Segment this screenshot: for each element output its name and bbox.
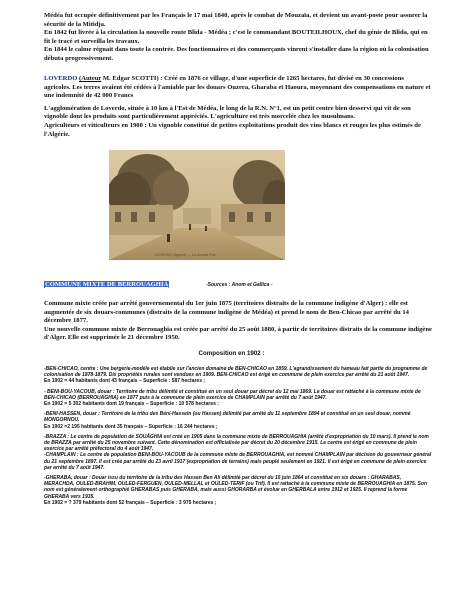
entry-text: -BENI-HASSEN, douar : Territoire de la tribu des Béni-Hassein (ou Hassen) délimité par arrêté du 11 septembre 1894 et constitué en un seul douar, nommé MONGORNOU. (44, 411, 411, 424)
sources-note: -Sources : Anom et Gallica - (206, 282, 273, 288)
loverdo-paragraph-3: Agriculteurs et viticulteurs en 1900 : Un vignoble constitué de petites exploitations produit des vins blancs et rouges les plus estimés de l'Algérie. (44, 121, 421, 138)
loverdo-street-photo (109, 150, 285, 260)
composition-heading: Composition en 1902 : (198, 350, 265, 357)
list-item (44, 434, 432, 453)
commune-mixte-link[interactable]: COMMUNE MIXTE DE BERROUAGHIA (45, 281, 169, 288)
commune-link-line (44, 281, 169, 290)
intro-section (44, 12, 432, 64)
list-item (44, 389, 432, 408)
loverdo-text: : Créé en 1876 ce village, d'une superficie de 1265 hectares, fut divisé en 30 concessions agricoles. Les terres avaient été cédées à l'amiable par les douars Ouzera, Gharaba et Haoura, moyennant des compensations en nature et une indemnité de 42 000 Francs (44, 75, 431, 100)
commune-section (44, 300, 432, 343)
entry-population: En 1902 = ? 379 habitants dont 52 français – Superficie : 3 975 hectares ; (44, 499, 217, 506)
intro-paragraph-3: En 1844 le calme régnait dans toute la contrée. Des fonctionnaires et des commerçants vinrent s'installer dans la région où la colonisation débuta progressivement. (44, 46, 429, 62)
entry-population: En 1902 =2 195 habitants dont 35 français – Superficie : 16 244 hectares ; (44, 423, 218, 430)
street-scene-illustration (109, 150, 285, 260)
list-item (44, 475, 432, 506)
entry-text: -CHAMPLAIN : Le centre de population BENI-BOU-YACOUB de la commune mixte de BERROUAGHIA, est nommé CHAMPLAIN par décision du gouverneur général du 21 septembre 1897. Il est créé par arrêté du 23 avril 1917 (expropriation de terrains) mais peuplé seulement en 1921. Il est érigé en commune de plein exercice par arrêté du 7 août 1947. (44, 452, 432, 471)
loverdo-section (44, 75, 432, 139)
loverdo-paragraph-1 (44, 75, 432, 101)
commune-paragraph-2: Une nouvelle commune mixte de Berrouaghia est créée par arrêté du 25 août 1880, à partir de territoires distraits de la commune indigène d'Alger. Elle est supprimée le 21 décembre 1950. (44, 325, 432, 342)
entry-text: - BENI-BOU-YACOUB, douar : Territoire de tribu délimité et constitué en un seul douar par décret du 12 mai 1869. Le douar est rattaché à la commune mixte de BEN-CHICAO (BERROUAGHIA) en 1877 puis à la commune de plein exercice de CHAMPLAIN par arrêté du 7 août 1947. (44, 388, 421, 401)
entry-text: -GHERABA, douar : Douar issu du territoire de la tribu des Hassen Ben Ali délimité par décret du 15 juin 1864 et constitué en six douars : GHARABAS, MERACHDA, OULED-BRAHIM, OULED-FERGUEN, OULED-MELLAL et OULED-TERIF (ou Trif). Il est rattaché à la commune mixte de BERROUAGHIA en 1875. Son nom est généralement orthographié GHERABAS puis GHERABA, mais aussi GHORARBA et évolue en GHERBALA entre 1912 et 1925. Il reprend la forme GHERABA vers 1935. (44, 475, 427, 500)
photo-caption: LOVERDO (Algérie) — La Grande Rue (155, 253, 216, 257)
entry-population: En 1902 = 44 habitants dont 43 français – Superficie : 587 hectares ; (44, 378, 206, 385)
intro-paragraph-2: En 1842 fut livrée à la circulation la nouvelle route Blida - Médéa ; c'est le commandant BOUTEILHOUX, chef du génie de Blida, qui en fit le tracé et surveilla les travaux. (44, 29, 428, 45)
list-item (44, 366, 432, 385)
composition-list (44, 366, 432, 506)
list-item (44, 452, 432, 471)
loverdo-paragraph-2: L'agglomération de Loverdo, située à 10 km à l'Est de Médéa, le long de la R.N. N°1, est un petit centre bien desservi qui vit de son vignoble dont les produits sont particulièrement appréciés. L'agriculture est très morcelée chez les musulmans. (44, 104, 411, 121)
loverdo-title: LOVERDO (44, 75, 78, 82)
loverdo-author-name: M. Edgar SCOTTI) (102, 75, 159, 82)
entry-population: En 1902 = 5 302 habitants dont 19 français – Superficie : 10 578 hectares ; (44, 401, 219, 408)
intro-paragraph-1: Médéa fut occupée définitivement par les Français le 17 mai 1840, après le combat de Mouzaïa, et devient un avant-poste pour assurer la sécurité de la Mitidja. (44, 12, 428, 28)
entry-text: -BRAZZA : Le centre de population de SOUÂGHIA est créé en 1905 dans la commune mixte de BERROUAGHIA (arrêté d'expropriation du 10 mars). Il prend le nom de BRAZZA par arrêté du 25 novembre suivant. Cette dénomination est officialisée par décret du 20 décembre 1915. Le centre est érigé en commune de plein exercice par arrêté préfectoral du 4 août 1947. (44, 433, 429, 453)
loverdo-author-label: (Auteur (79, 75, 102, 82)
commune-paragraph-1: Commune mixte créée par arrêté gouvernemental du 1er juin 1875 (territoires distraits de la commune indigène d'Alger) : elle est augmentée de six douars-communes (distraits de la commune indigène de Médéa) et prend le nom de Ben-Chicao par arrêté du 14 décembre 1877. (44, 300, 409, 325)
list-item (44, 411, 432, 430)
entry-text: -BEN-CHICAO, centre : Une bergerie-modèle est établie sur l'ancien domaine de BEN-CHICAO en 1859. L'agrandissement du hameau fait partie du programme de colonisation de 1878-1879. Dix propriétés rurales sont vendues en 1909. BEN-CHICAO est érigé en commune de plein exercice par arrêté du 21 août 1947. (44, 366, 428, 379)
